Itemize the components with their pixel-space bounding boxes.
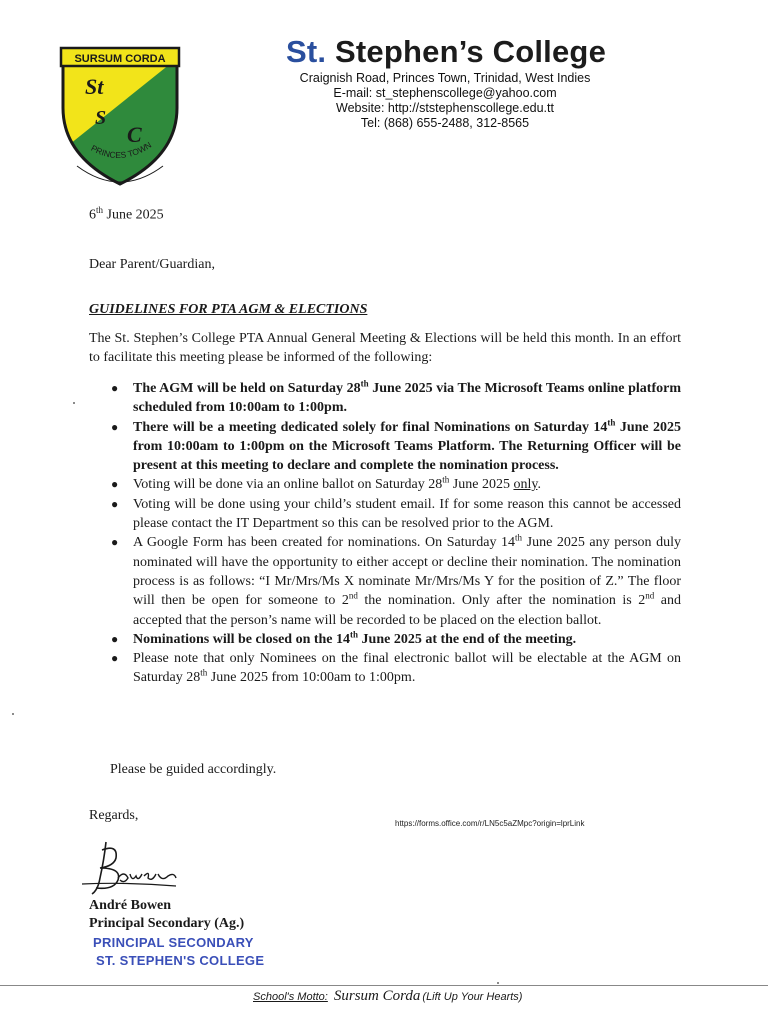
official-stamp <box>93 934 264 970</box>
bullet-icon: ● <box>111 419 119 434</box>
intro-paragraph: The St. Stephen’s College PTA Annual General Meeting & Elections will be held this month. In an effort to facilitate this meeting please be informed of the following: <box>89 331 681 365</box>
bullet-icon: ● <box>111 651 119 666</box>
college-website: Website: http://ststephenscollege.edu.tt <box>336 101 554 115</box>
scan-speck <box>497 982 499 984</box>
bullet-icon: ● <box>111 631 119 646</box>
guideline-item: ● Voting will be done via an online ballot on Saturday 28th June 2025 only. <box>89 475 681 494</box>
regards: Regards, <box>89 808 139 823</box>
closing-line: Please be guided accordingly. <box>110 762 277 777</box>
college-name <box>286 34 606 70</box>
signer-name: André Bowen <box>89 898 172 913</box>
letter-date: 6th June 2025 <box>89 205 164 223</box>
guidelines-list <box>89 379 681 688</box>
signer-block <box>89 897 244 933</box>
guideline-item: ● A Google Form has been created for nominations. On Saturday 14th June 2025 any person duly nominated will have the opportunity to either accept or decline their nomination. The nomination process is as follows: “I Mr/Mrs/Ms X nominate Mr/Mrs/Ms Y for the position of Z.” The floor will then be open for someone to 2nd the nomination. Only after the nomination is 2nd and accepted that the person’s name will be recorded to be placed on the election ballot. <box>111 532 681 628</box>
crest-letter-s: S <box>95 107 107 129</box>
bullet-icon: ● <box>111 496 119 511</box>
salutation: Dear Parent/Guardian, <box>89 257 215 272</box>
signer-title: Principal Secondary (Ag.) <box>89 916 245 931</box>
guideline-item: ● Voting will be done using your child’s student email. If for some reason this cannot be accessed please contact the IT Department so this can be resolved prior to the AGM. <box>111 496 681 532</box>
letter-heading: GUIDELINES FOR PTA AGM & ELECTIONS <box>89 302 368 317</box>
school-crest-logo <box>55 38 185 188</box>
guideline-item: ● There will be a meeting dedicated solely for final Nominations on Saturday 14th June 2025 from 10:00am to 1:00pm on the Microsoft Teams Platform. The Returning Officer will be present at this meeting to declare and complete the nomination process. <box>111 416 681 474</box>
scan-speck <box>12 713 14 715</box>
guideline-item: ● The AGM will be held on Saturday 28th June 2025 via The Microsoft Teams online platform scheduled from 10:00am to 1:00pm. <box>111 378 681 416</box>
stamp-line-2: ST. STEPHEN'S COLLEGE <box>96 953 265 968</box>
college-telephone: Tel: (868) 655-2488, 312-8565 <box>360 116 530 130</box>
guideline-item: ● Please note that only Nominees on the final electronic ballot will be electable at the AGM on Saturday 28th June 2025 from 10:00am to 1:00pm. <box>111 651 681 686</box>
college-name-rest: Stephen’s College <box>326 34 607 69</box>
stamp-line-1: PRINCIPAL SECONDARY <box>93 935 254 950</box>
college-contact-block <box>280 71 610 131</box>
nomination-form-link[interactable]: https://forms.office.com/r/LN5c5aZMpc?origin=lprLink <box>395 819 585 828</box>
crest-banner-text: SURSUM CORDA <box>74 53 166 65</box>
school-motto <box>253 988 522 1005</box>
handwritten-signature <box>78 838 178 898</box>
bullet-icon: ● <box>111 535 119 550</box>
guideline-item: ● Nominations will be closed on the 14th June 2025 at the end of the meeting. <box>89 630 681 649</box>
footer-divider <box>0 985 768 986</box>
college-address: Craignish Road, Princes Town, Trinidad, West Indies <box>299 71 591 85</box>
scan-speck <box>73 402 75 404</box>
crest-arc-text: PRINCES TOWN <box>89 139 154 161</box>
bullet-icon: ● <box>111 381 119 395</box>
college-name-st: St. <box>286 34 327 69</box>
motto-translation: (Lift Up Your Hearts) <box>422 991 523 1003</box>
bullet-icon: ● <box>111 477 119 492</box>
motto-value: Sursum Corda <box>333 988 421 1004</box>
college-email: E-mail: st_stephenscollege@yahoo.com <box>333 86 557 100</box>
crest-letters-st: St <box>85 74 104 99</box>
crest-letter-c: C <box>127 122 142 147</box>
motto-label: School's Motto: <box>253 991 328 1003</box>
